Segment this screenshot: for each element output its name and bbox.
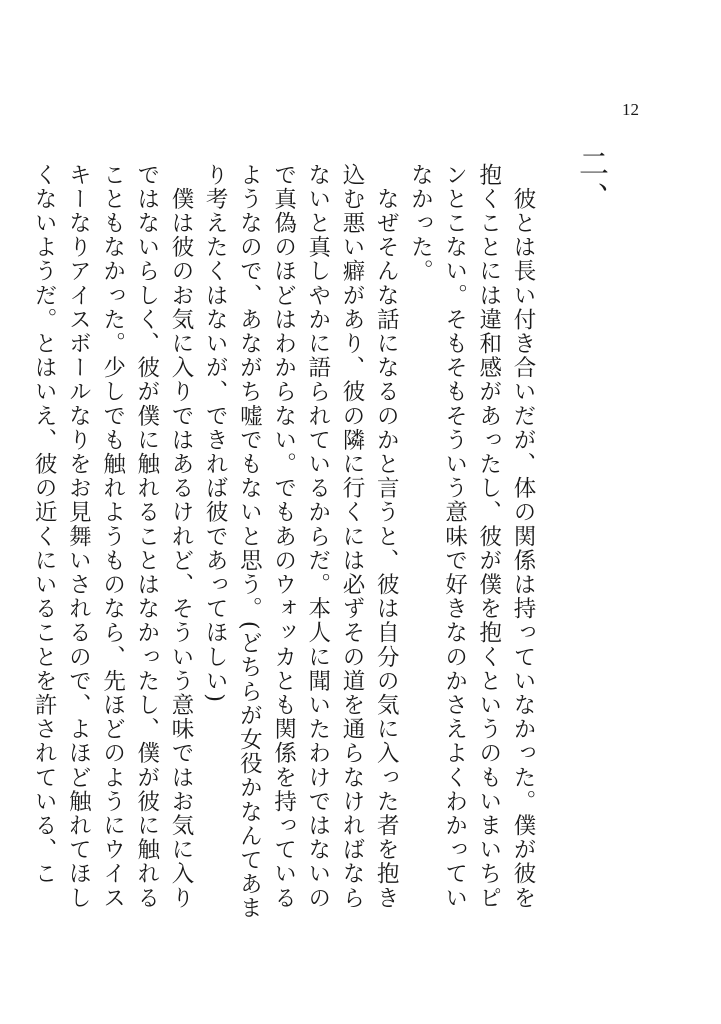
body-text	[31, 163, 540, 923]
page-number: 12	[622, 100, 639, 119]
paragraph: 彼とは長い付き合いだが、体の関係は持っていなかった。僕が彼を抱くことには違和感があったし、彼が僕を抱くというのもいまいちピンとこない。そもそもそういう意味で好きなのかさえよくわかっていなかった。	[407, 163, 536, 911]
paragraph: 僕は彼のお気に入りではあるけれど、そういう意味ではお気に入りではないらしく、彼が僕に触れることはなかったし、僕が彼に触れることもなかった。少しでも触れようものなら、先ほどのようにウイスキーなりアイスボールなりをお見舞いされるので、よほど触れてほしくないようだ。とはいえ、彼の近くにいることを許されている、こ	[31, 163, 194, 911]
paragraph: なぜそんな話になるのかと言うと、彼は自分の気に入った者を抱き込む悪い癖があり、彼の隣に行くには必ずその道を通らなければならないと真しやかに語られているからだ。本人に聞いたわけではないので真偽のほどはわからない。でもあのウォッカとも関係を持っているようなので、あながち嘘でもないと思う。(どちらが女役かなんてあまり考えたくはないが、できれば彼であってほしい)	[202, 163, 400, 921]
chapter-heading: 二、	[573, 148, 608, 216]
